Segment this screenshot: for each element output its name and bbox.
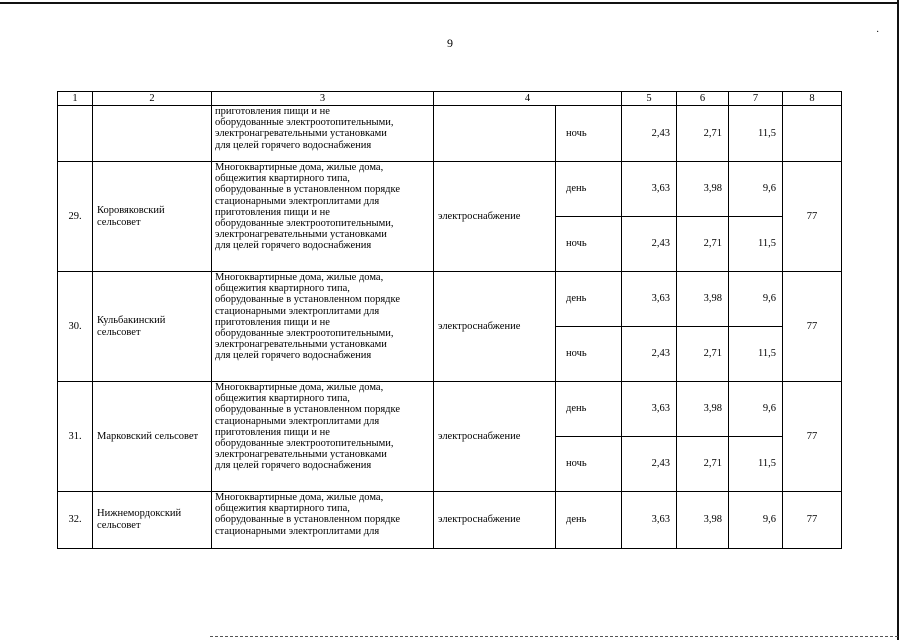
table-row <box>58 382 842 437</box>
header-cell-8: 8 <box>783 92 842 106</box>
value-5-cell: 2,43 <box>622 217 677 272</box>
value-6-cell: 3,98 <box>677 162 729 217</box>
value-5-cell: 3,63 <box>622 492 677 549</box>
value-5-cell: 2,43 <box>622 437 677 492</box>
row-number-cell <box>58 106 93 162</box>
value-7-cell: 9,6 <box>729 492 783 549</box>
table-row <box>58 162 842 217</box>
settlement-cell: Кульбакинский сельсовет <box>93 272 212 382</box>
settlement-cell: Коровяковский сельсовет <box>93 162 212 272</box>
header-cell-4: 4 <box>434 92 622 106</box>
value-8-cell: 77 <box>783 272 842 382</box>
tariff-table <box>57 91 842 549</box>
period-cell: ночь <box>556 217 622 272</box>
header-cell-6: 6 <box>677 92 729 106</box>
value-7-cell: 9,6 <box>729 162 783 217</box>
row-number-cell: 29. <box>58 162 93 272</box>
value-7-cell: 11,5 <box>729 106 783 162</box>
value-7-cell: 9,6 <box>729 272 783 327</box>
header-cell-5: 5 <box>622 92 677 106</box>
scan-bottom-edge <box>210 636 898 637</box>
description-cell: Многоквартирные дома, жилые дома, общежития квартирного типа, оборудованные в установленном порядке стационарными электроплитами для приготовления пищи и не оборудованные электроотопительными, электронагревательными установками для целей горячего водоснабжения <box>212 162 434 272</box>
value-6-cell: 2,71 <box>677 327 729 382</box>
table-row <box>58 492 842 549</box>
service-cell <box>434 106 556 162</box>
service-cell: электроснабжение <box>434 492 556 549</box>
value-6-cell: 3,98 <box>677 382 729 437</box>
value-5-cell: 2,43 <box>622 106 677 162</box>
page-frame-right <box>897 0 899 640</box>
period-cell: день <box>556 382 622 437</box>
description-cell: приготовления пищи и не оборудованные электроотопительными, электронагревательными установками для целей горячего водоснабжения <box>212 106 434 162</box>
period-cell: день <box>556 272 622 327</box>
period-cell: день <box>556 162 622 217</box>
page-frame-top <box>0 2 897 4</box>
value-6-cell: 3,98 <box>677 272 729 327</box>
header-cell-7: 7 <box>729 92 783 106</box>
description-cell: Многоквартирные дома, жилые дома, общежития квартирного типа, оборудованные в установленном порядке стационарными электроплитами для <box>212 492 434 549</box>
value-5-cell: 3,63 <box>622 272 677 327</box>
settlement-cell: Марковский сельсовет <box>93 382 212 492</box>
period-cell: ночь <box>556 437 622 492</box>
service-cell: электроснабжение <box>434 162 556 272</box>
row-number-cell: 30. <box>58 272 93 382</box>
description-cell: Многоквартирные дома, жилые дома, общежития квартирного типа, оборудованные в установленном порядке стационарными электроплитами для приготовления пищи и не оборудованные электроотопительными, электронагревательными установками для целей горячего водоснабжения <box>212 382 434 492</box>
value-8-cell: 77 <box>783 162 842 272</box>
value-7-cell: 11,5 <box>729 217 783 272</box>
period-cell: ночь <box>556 106 622 162</box>
page-number: 9 <box>447 36 453 50</box>
settlement-cell: Нижнемордокский сельсовет <box>93 492 212 549</box>
period-cell: день <box>556 492 622 549</box>
settlement-cell <box>93 106 212 162</box>
value-5-cell: 3,63 <box>622 162 677 217</box>
period-cell: ночь <box>556 327 622 382</box>
service-cell: электроснабжение <box>434 382 556 492</box>
value-6-cell: 2,71 <box>677 106 729 162</box>
value-8-cell <box>783 106 842 162</box>
value-5-cell: 3,63 <box>622 382 677 437</box>
value-6-cell: 3,98 <box>677 492 729 549</box>
corner-mark: · <box>876 27 880 38</box>
row-number-cell: 31. <box>58 382 93 492</box>
row-number-cell: 32. <box>58 492 93 549</box>
value-7-cell: 9,6 <box>729 382 783 437</box>
table-row <box>58 272 842 327</box>
value-6-cell: 2,71 <box>677 437 729 492</box>
value-8-cell: 77 <box>783 382 842 492</box>
header-row <box>58 92 842 106</box>
description-cell: Многоквартирные дома, жилые дома, общежития квартирного типа, оборудованные в установленном порядке стационарными электроплитами для приготовления пищи и не оборудованные электроотопительными, электронагревательными установками для целей горячего водоснабжения <box>212 272 434 382</box>
header-cell-1: 1 <box>58 92 93 106</box>
value-5-cell: 2,43 <box>622 327 677 382</box>
value-7-cell: 11,5 <box>729 327 783 382</box>
table-row-continuation <box>58 106 842 162</box>
value-6-cell: 2,71 <box>677 217 729 272</box>
header-cell-2: 2 <box>93 92 212 106</box>
value-8-cell: 77 <box>783 492 842 549</box>
header-cell-3: 3 <box>212 92 434 106</box>
value-7-cell: 11,5 <box>729 437 783 492</box>
service-cell: электроснабжение <box>434 272 556 382</box>
